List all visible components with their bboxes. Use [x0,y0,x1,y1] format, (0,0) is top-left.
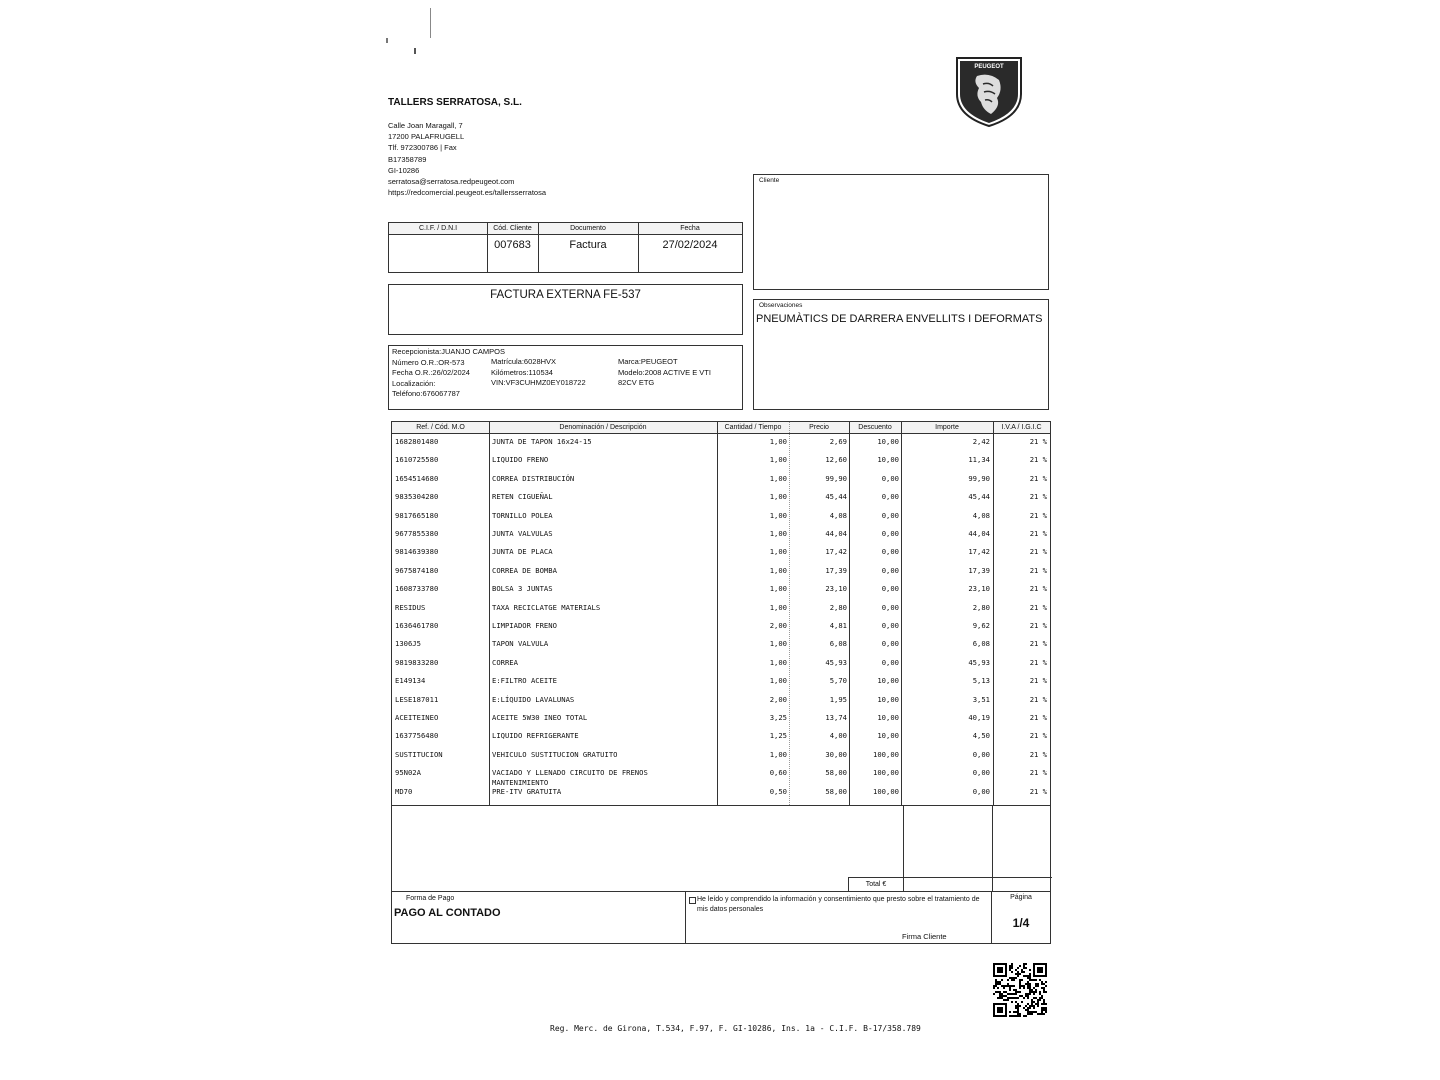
cell-disc: 100,00 [873,786,899,796]
cell-disc: 0,00 [881,657,899,667]
table-row [392,711,1050,729]
cell-vat: 21 % [1029,547,1047,557]
cell-amount: 5,13 [972,676,990,686]
total-label: Total € [848,877,903,891]
cell-ref: 9675874180 [395,565,439,575]
payment-box [391,891,686,944]
address-line: B17358789 [388,154,427,164]
cell-desc: TORNILLO POLEA [492,510,553,520]
cell-disc: 0,00 [881,565,899,575]
cell-vat: 21 % [1029,786,1047,796]
cell-ref: 1306J5 [395,639,421,649]
col-qty-header: Cantidad / Tiempo [724,424,782,431]
table-row [392,748,1050,766]
cell-ref: 1608733780 [395,584,439,594]
cell-amount: 4,08 [972,510,990,520]
cell-price: 45,93 [825,657,847,667]
reception-field: Número O.R.:OR-573 [392,357,465,367]
cell-desc: BOLSA 3 JUNTAS [492,584,553,594]
cell-vat: 21 % [1029,657,1047,667]
cell-desc: TAXA RECICLATGE MATERIALS [492,602,601,612]
cell-desc: E:FILTRO ACEITE [492,676,557,686]
table-row [392,601,1050,619]
cell-ref: 1610725580 [395,455,439,465]
cell-vat: 21 % [1029,437,1047,446]
cell-disc: 0,00 [881,602,899,612]
col-vat-header: I.V.A / I.G.I.C [1001,424,1042,431]
company-address [388,120,546,198]
table-row [392,582,1050,600]
col-ref-header: Ref. / Cód. M.O [416,424,465,431]
cell-price: 45,44 [825,492,847,502]
cell-desc: PRE-ITV GRATUITA [492,786,562,796]
cell-vat: 21 % [1029,492,1047,502]
totals-area [391,806,1051,892]
table-row [392,453,1050,471]
table-row [392,693,1050,711]
cell-amount: 11,34 [968,455,990,465]
cell-ref: 1654514680 [395,473,439,483]
cell-qty: 1,00 [769,473,787,483]
col-desc-header: Denominación / Descripción [559,424,647,431]
cell-ref: 9677855380 [395,529,439,538]
cell-desc: LIQUIDO REFRIGERANTE [492,731,579,741]
reception-field: VIN:VF3CUHMZ0EY018722 [491,378,586,387]
cell-qty: 1,00 [769,437,787,446]
cell-amount: 9,62 [972,621,990,630]
cell-amount: 44,04 [968,529,990,538]
cell-ref: 1637756480 [395,731,439,741]
reception-field: Recepcionista:JUANJO CAMPOS [392,347,505,356]
table-row [392,766,1050,784]
cell-vat: 21 % [1029,510,1047,520]
table-row [392,472,1050,490]
cell-amount: 6,08 [972,639,990,649]
cell-qty: 2,00 [769,621,787,630]
cell-qty: 3,25 [769,713,787,722]
col-discount-header: Descuento [858,424,892,431]
cell-disc: 0,00 [881,510,899,520]
cell-price: 2,69 [829,437,847,446]
cell-disc: 10,00 [877,437,899,446]
cell-price: 44,04 [825,529,847,538]
address-line: 17200 PALAFRUGELL [388,132,465,142]
reception-field: Marca:PEUGEOT [618,357,678,366]
cell-price: 4,08 [829,510,847,520]
invoice-title: FACTURA EXTERNA FE-537 [490,289,641,301]
signature-label: Firma Cliente [902,932,947,941]
cell-ref: ACEITEINEO [395,713,439,722]
cell-amount: 0,00 [972,768,990,778]
cell-desc: LIQUIDO FRENO [492,455,549,465]
table-row [392,674,1050,692]
cell-disc: 0,00 [881,547,899,557]
cell-qty: 1,00 [769,657,787,667]
cell-disc: 0,00 [881,473,899,483]
scan-mark [430,8,431,38]
document-value: Factura [569,239,607,251]
cell-ref: E149134 [395,676,426,686]
reception-field: Fecha O.R.:26/02/2024 [392,368,470,377]
reception-col-3 [618,357,711,389]
cell-desc: E:LÍQUIDO LAVALUNAS [492,694,575,704]
scan-mark [414,48,416,54]
cell-ref: MD70 [395,786,413,796]
cif-label: C.I.F. / D.N.I [389,223,487,235]
cell-disc: 10,00 [877,694,899,704]
cell-price: 23,10 [825,584,847,594]
cell-vat: 21 % [1029,565,1047,575]
cell-qty: 1,00 [769,602,787,612]
cell-disc: 10,00 [877,713,899,722]
address-line: serratosa@serratosa.redpeugeot.com [388,177,515,187]
items-table [391,421,1051,806]
cell-vat: 21 % [1029,455,1047,465]
cell-vat: 21 % [1029,584,1047,594]
cell-price: 17,39 [825,565,847,575]
cell-desc: VEHICULO SUSTITUCION GRATUITO [492,749,618,759]
cell-price: 4,00 [829,731,847,741]
cell-ref: 1636461780 [395,621,439,630]
cell-desc: JUNTA VALVULAS [492,529,553,538]
cell-amount: 17,42 [968,547,990,557]
cell-price: 6,08 [829,639,847,649]
cell-desc: CORREA DISTRIBUCIÓN [492,473,575,483]
address-line: Tlf. 972300786 | Fax [388,143,457,153]
cell-ref: 9835304280 [395,492,439,502]
cell-ref: 9819833280 [395,657,439,667]
reception-col-1 [392,347,505,400]
cell-amount: 23,10 [968,584,990,594]
reception-field: 82CV ETG [618,378,655,387]
cell-amount: 0,00 [972,749,990,759]
cell-price: 58,00 [825,786,847,796]
cell-vat: 21 % [1029,621,1047,630]
cell-vat: 21 % [1029,529,1047,538]
reception-box [388,345,743,410]
cell-amount: 99,90 [968,473,990,483]
cell-amount: 0,00 [972,786,990,796]
cell-amount: 2,80 [972,602,990,612]
consent-checkbox[interactable] [689,897,696,904]
consent-box [685,891,992,944]
table-row [392,656,1050,674]
cell-desc: RETEN CIGUEÑAL [492,492,553,502]
cell-disc: 0,00 [881,621,899,630]
cell-price: 1,95 [829,694,847,704]
table-row [392,435,1050,453]
observations-text: PNEUMÀTICS DE DARRERA ENVELLITS I DEFORMATS [756,313,1043,325]
cell-desc: JUNTA DE TAPON 16x24-15 [492,437,592,446]
date-label: Fecha [638,223,742,235]
cell-amount: 2,42 [972,437,990,446]
peugeot-logo-icon [953,54,1025,128]
cell-vat: 21 % [1029,749,1047,759]
cell-price: 99,90 [825,473,847,483]
document-label: Documento [538,223,638,235]
cell-qty: 1,25 [769,731,787,741]
cell-qty: 0,50 [769,786,787,796]
company-name: TALLERS SERRATOSA, S.L. [388,97,522,108]
invoice-title-box [388,284,743,335]
cell-vat: 21 % [1029,694,1047,704]
table-row [392,490,1050,508]
cell-amount: 3,51 [972,694,990,704]
cell-disc: 0,00 [881,639,899,649]
reception-field: Matrícula:6028HVX [491,357,557,366]
cell-qty: 1,00 [769,639,787,649]
cell-price: 13,74 [825,713,847,722]
cell-vat: 21 % [1029,602,1047,612]
cell-vat: 21 % [1029,731,1047,741]
registry-footer: Reg. Merc. de Girona, T.534, F.97, F. GI-10286, Ins. 1a - C.I.F. B-17/358.789 [550,1024,921,1033]
reception-field: Teléfono:676067787 [392,389,460,398]
cell-qty: 1,00 [769,529,787,538]
cell-price: 17,42 [825,547,847,557]
consent-text: He leído y comprendido la información y consentimiento que presto sobre el tratamiento de mis datos personales [697,896,980,913]
cell-vat: 21 % [1029,639,1047,649]
address-line: https://redcomercial.peugeot.es/tallersserratosa [388,188,546,198]
table-row [392,619,1050,637]
reception-field: Localización: [392,378,436,388]
cell-ref: 1682801480 [395,437,439,446]
cell-ref: SUSTITUCION [395,749,443,759]
cell-price: 58,00 [825,768,847,778]
cell-amount: 45,93 [968,657,990,667]
cell-qty: 1,00 [769,676,787,686]
total-value [903,877,992,891]
client-code-label: Cód. Cliente [487,223,538,235]
table-row [392,637,1050,655]
cell-disc: 10,00 [877,731,899,741]
cell-disc: 100,00 [873,749,899,759]
cell-price: 2,80 [829,602,847,612]
cell-qty: 1,00 [769,584,787,594]
brand-text: PEUGEOT [974,64,1004,70]
cell-amount: 40,19 [968,713,990,722]
cell-qty: 2,00 [769,694,787,704]
table-row [392,545,1050,563]
reception-col-2 [491,357,586,389]
cell-vat: 21 % [1029,676,1047,686]
table-row [392,509,1050,527]
cell-qty: 1,00 [769,510,787,520]
page-box [991,891,1051,944]
cell-desc: CORREA [492,657,518,667]
document-header-table [388,222,743,273]
client-label: Cliente [759,177,780,184]
cell-disc: 10,00 [877,676,899,686]
cell-desc: VACIADO Y LLENADO CIRCUITO DE FRENOS [492,768,648,778]
cell-desc: JUNTA DE PLACA [492,547,553,557]
cell-ref: RESIDUS [395,602,426,612]
client-code-value: 007683 [494,239,531,251]
cell-qty: 1,00 [769,749,787,759]
cell-disc: 100,00 [873,768,899,778]
observations-box [753,299,1049,410]
page-value: 1/4 [1012,916,1030,930]
address-line: Calle Joan Maragall, 7 [388,121,463,130]
cell-ref: LESE187011 [395,694,439,704]
page-label: Página [1010,894,1032,901]
table-row [392,729,1050,747]
table-row [392,777,1050,803]
cell-desc-prefix: MANTENIMIENTO [492,777,549,787]
cell-desc: CORREA DE BOMBA [492,565,557,575]
qr-code-icon [993,963,1047,1017]
cell-price: 12,60 [825,455,847,465]
cell-disc: 0,00 [881,584,899,594]
scan-mark [386,38,388,43]
cell-desc: TAPON VALVULA [492,639,549,649]
cell-disc: 10,00 [877,455,899,465]
cell-qty: 1,00 [769,547,787,557]
cell-desc: LIMPIADOR FRENO [492,621,557,630]
address-line: GI-10286 [388,165,420,175]
cell-price: 4,81 [829,621,847,630]
cell-price: 5,70 [829,676,847,686]
observations-label: Observaciones [759,302,803,309]
table-row [392,527,1050,545]
cell-desc: ACEITE 5W30 INEO TOTAL [492,713,588,722]
cell-ref: 9817665180 [395,510,439,520]
client-box [753,174,1049,290]
cell-amount: 45,44 [968,492,990,502]
reception-field: Modelo:2008 ACTIVE E VTI [618,367,711,377]
cell-price: 30,00 [825,749,847,759]
items-header [392,422,1050,434]
cell-vat: 21 % [1029,713,1047,722]
table-row [392,564,1050,582]
cell-ref: 9814639380 [395,547,439,557]
cell-qty: 1,00 [769,565,787,575]
cell-ref: 95N02A [395,768,421,778]
payment-label: Forma de Pago [406,895,455,902]
cell-vat: 21 % [1029,473,1047,483]
payment-value: PAGO AL CONTADO [394,907,501,919]
cell-vat: 21 % [1029,768,1047,778]
reception-field: Kilómetros:110534 [491,367,553,377]
col-amount-header: Importe [935,424,959,431]
date-value: 27/02/2024 [662,239,718,251]
cell-disc: 0,00 [881,529,899,538]
cell-amount: 4,50 [972,731,990,741]
cell-amount: 17,39 [968,565,990,575]
col-price-header: Precio [809,424,829,431]
cell-qty: 1,00 [769,455,787,465]
cell-qty: 0,60 [769,768,787,778]
cell-qty: 1,00 [769,492,787,502]
cell-disc: 0,00 [881,492,899,502]
